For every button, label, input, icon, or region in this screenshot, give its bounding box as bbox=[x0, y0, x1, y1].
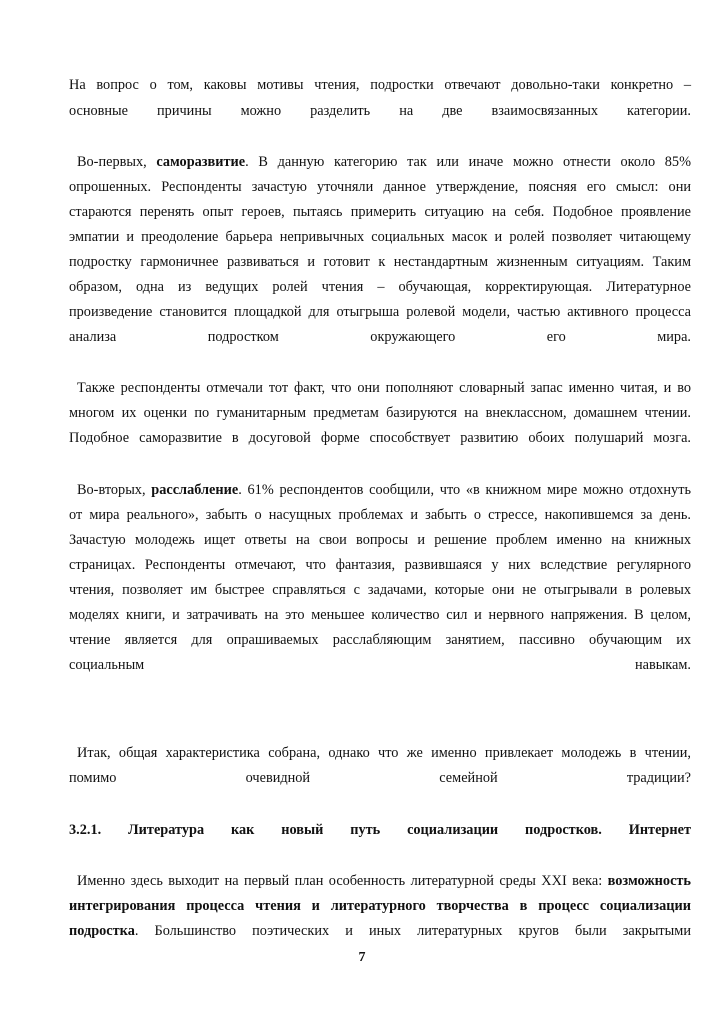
paragraph-2-line-8: анализа подростком окружающего его мира. bbox=[69, 329, 691, 345]
paragraph-7-line-3: подростка. Большинство поэтических и иных литературных кругов были закрытыми bbox=[69, 923, 691, 939]
paragraph-3-line-1: Также респонденты отмечали тот факт, что они пополняют словарный запас именно читая, и во bbox=[77, 380, 691, 396]
paragraph-2-line-7: произведение становится площадкой для отыгрыша ролевой модели, частью активного процесса bbox=[69, 304, 691, 320]
paragraph-4-line-8: социальным навыкам. bbox=[69, 657, 691, 673]
term-relaxation: расслабление bbox=[151, 482, 239, 498]
paragraph-7-line-2: интегрирования процесса чтения и литературного творчества в процесс социализации bbox=[69, 898, 691, 914]
paragraph-1-line-2: основные причины можно разделить на две взаимосвязанных категории. bbox=[69, 103, 691, 119]
paragraph-3-line-3: Подобное саморазвитие в досуговой форме способствует развитию обоих полушарий мозга. bbox=[69, 430, 691, 446]
paragraph-5-line-2: помимо очевидной семейной традиции? bbox=[69, 770, 691, 786]
paragraph-2-line-5: подростку гармоничнее развиваться и готовит к нестандартным жизненным ситуациям. Таким bbox=[69, 254, 691, 270]
term-self-development: саморазвитие bbox=[156, 154, 246, 170]
paragraph-2-line-2: опрошенных. Респонденты зачастую уточняли данное утверждение, поясняя его смысл: они bbox=[69, 179, 691, 195]
paragraph-4-line-7: чтение является для опрашиваемых расслабляющим занятием, пассивно обучающим их bbox=[69, 632, 691, 648]
page-number: 7 bbox=[358, 950, 366, 965]
paragraph-4-line-5: чтения, позволяет им быстрее справляться с задачами, которые они не отыгрывали в ролевых bbox=[69, 582, 691, 598]
paragraph-7-line-1: Именно здесь выходит на первый план особенность литературной среды XXI века: возможность bbox=[77, 873, 691, 889]
paragraph-2-line-1: Во-первых, саморазвитие. В данную категорию так или иначе можно отнести около 85% bbox=[77, 154, 691, 170]
paragraph-2-line-6: образом, одна из ведущих ролей чтения – обучающая, корректирующая. Литературное bbox=[69, 279, 691, 295]
paragraph-4-line-4: страницах. Респонденты отмечают, что фантазия, развившаяся у них вследствие регулярного bbox=[69, 557, 691, 573]
paragraph-4-line-2: от мира реального», забыть о насущных проблемах и забыть о стрессе, накопившемся за день. bbox=[69, 507, 691, 523]
paragraph-4-line-1: Во-вторых, расслабление. 61% респондентов сообщили, что «в книжном мире можно отдохнуть bbox=[77, 482, 691, 498]
section-heading: 3.2.1. Литература как новый путь социализации подростков. Интернет bbox=[69, 822, 691, 838]
paragraph-5-line-1: Итак, общая характеристика собрана, однако что же именно привлекает молодежь в чтении, bbox=[77, 745, 691, 761]
paragraph-3-line-2: многом их оценки по гуманитарным предметам базируются на внеклассном, домашнем чтении. bbox=[69, 405, 691, 421]
paragraph-4-line-3: Зачастую молодежь ищет ответы на свои вопросы и решение проблем именно на книжных bbox=[69, 532, 691, 548]
paragraph-4-line-6: моделях книги, и затрачивать на это меньшее количество сил и нервного напряжения. В целом, bbox=[69, 607, 691, 623]
paragraph-2-line-4: эмпатии и преодоление барьера непривычных социальных масок и ролей позволяет читающему bbox=[69, 229, 691, 245]
paragraph-1-line-1: На вопрос о том, каковы мотивы чтения, подростки отвечают довольно-таки конкретно – bbox=[69, 77, 691, 93]
paragraph-2-line-3: стараются перенять опыт героев, пытаясь примерить ситуацию на себя. Подобное проявление bbox=[69, 204, 691, 220]
